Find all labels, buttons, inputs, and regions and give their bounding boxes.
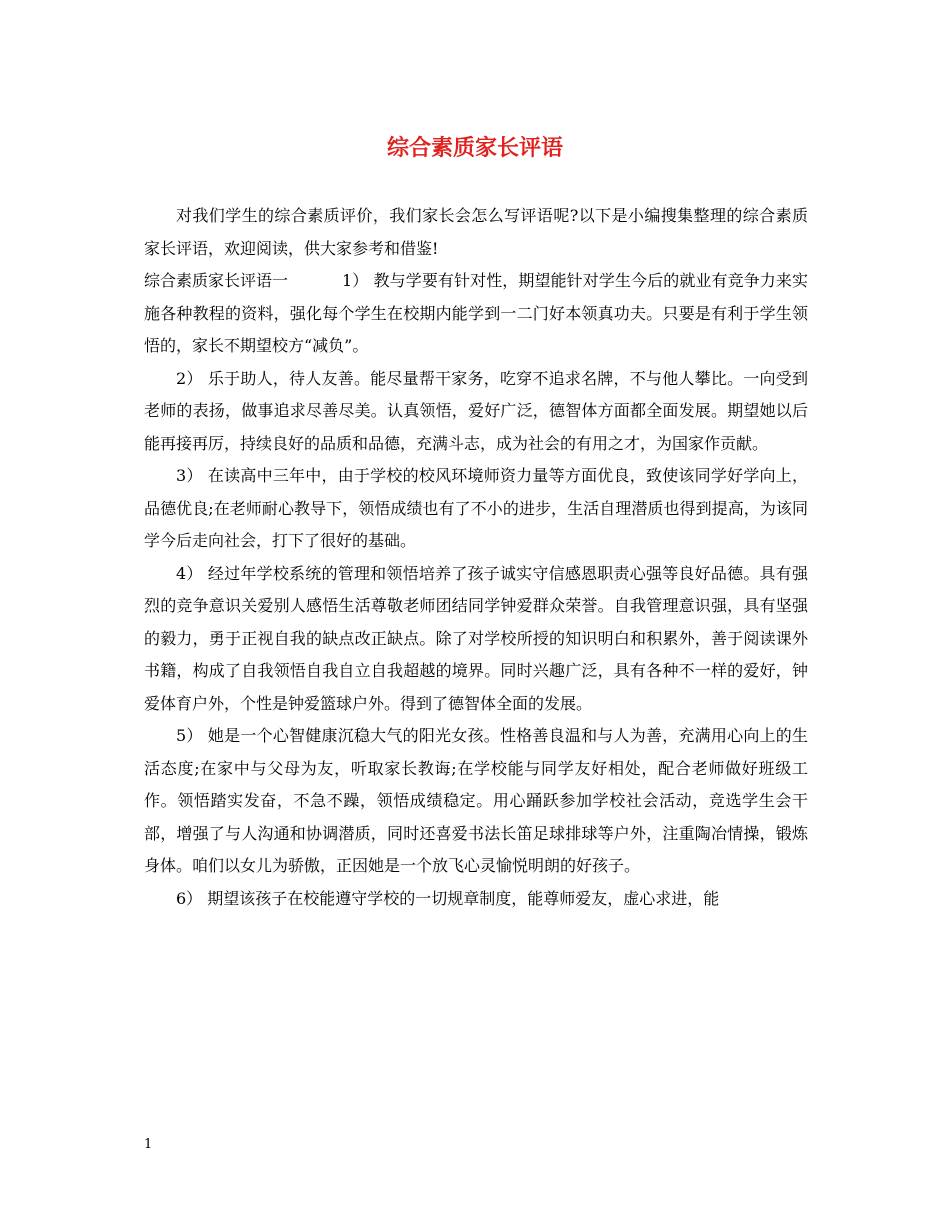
page-number: 1 [144,1137,153,1152]
section-first-paragraph [144,265,808,363]
section-heading: 综合素质家长评语一 [144,271,289,290]
document-title: 综合素质家长评语 [386,135,563,161]
item-5-paragraph: 5） 她是一个心智健康沉稳大气的阳光女孩。性格善良温和与人为善，充满用心向上的生活态度;在家中与父母为友，听取家长教诲;在学校能与同学友好相处，配合老师做好班级工作。领悟踏实发奋，不急不躁，领悟成绩稳定。用心踊跃参加学校社会活动，竞选学生会干部，增强了与人沟通和协调潜质，同时还喜爱书法长笛足球排球等户外，注重陶冶情操，锻炼身体。咱们以女儿为骄傲，正因她是一个放飞心灵愉悦明朗的好孩子。 [144,726,808,875]
item-6-paragraph: 6） 期望该孩子在校能遵守学校的一切规章制度，能尊师爱友，虚心求进，能 [176,888,720,908]
item-4-paragraph: 4） 经过年学校系统的管理和领悟培养了孩子诚实守信感恩职责心强等良好品德。具有强烈的竞争意识关爱别人感悟生活尊敬老师团结同学钟爱群众荣誉。自我管理意识强，具有坚强的毅力，勇于正视自我的缺点改正缺点。除了对学校所授的知识明白和积累外，善于阅读课外书籍，构成了自我领悟自我自立自我超越的境界。同时兴趣广泛，具有各种不一样的爱好，钟爱体育户外，个性是钟爱篮球户外。得到了德智体全面的发展。 [144,563,808,713]
item-1-text: 1） 教与学要有针对性，期望能针对学生今后的就业有竞争力来实施各种教程的资料，强化每个学生在校期内能学到一二门好本领真功夫。只要是有利于学生领悟的，家长不期望校方“减负”。 [144,271,808,355]
document-body [144,200,808,915]
item-2-paragraph: 2） 乐于助人，待人友善。能尽量帮干家务，吃穿不追求名牌，不与他人攀比。一向受到老师的表扬，做事追求尽善尽美。认真领悟，爱好广泛，德智体方面都全面发展。期望她以后能再接再厉，持续良好的品质和品德，充满斗志，成为社会的有用之才，为国家作贡献。 [144,368,808,453]
item-3-paragraph: 3） 在读高中三年中，由于学校的校风环境师资力量等方面优良，致使该同学好学向上，品德优良;在老师耐心教导下，领悟成绩也有了不小的进步，生活自理潜质也得到提高，为该同学今后走向社会，打下了很好的基础。 [144,466,808,550]
intro-paragraph: 对我们学生的综合素质评价，我们家长会怎么写评语呢?以下是小编搜集整理的综合素质家长评语，欢迎阅读，供大家参考和借鉴! [144,206,808,258]
